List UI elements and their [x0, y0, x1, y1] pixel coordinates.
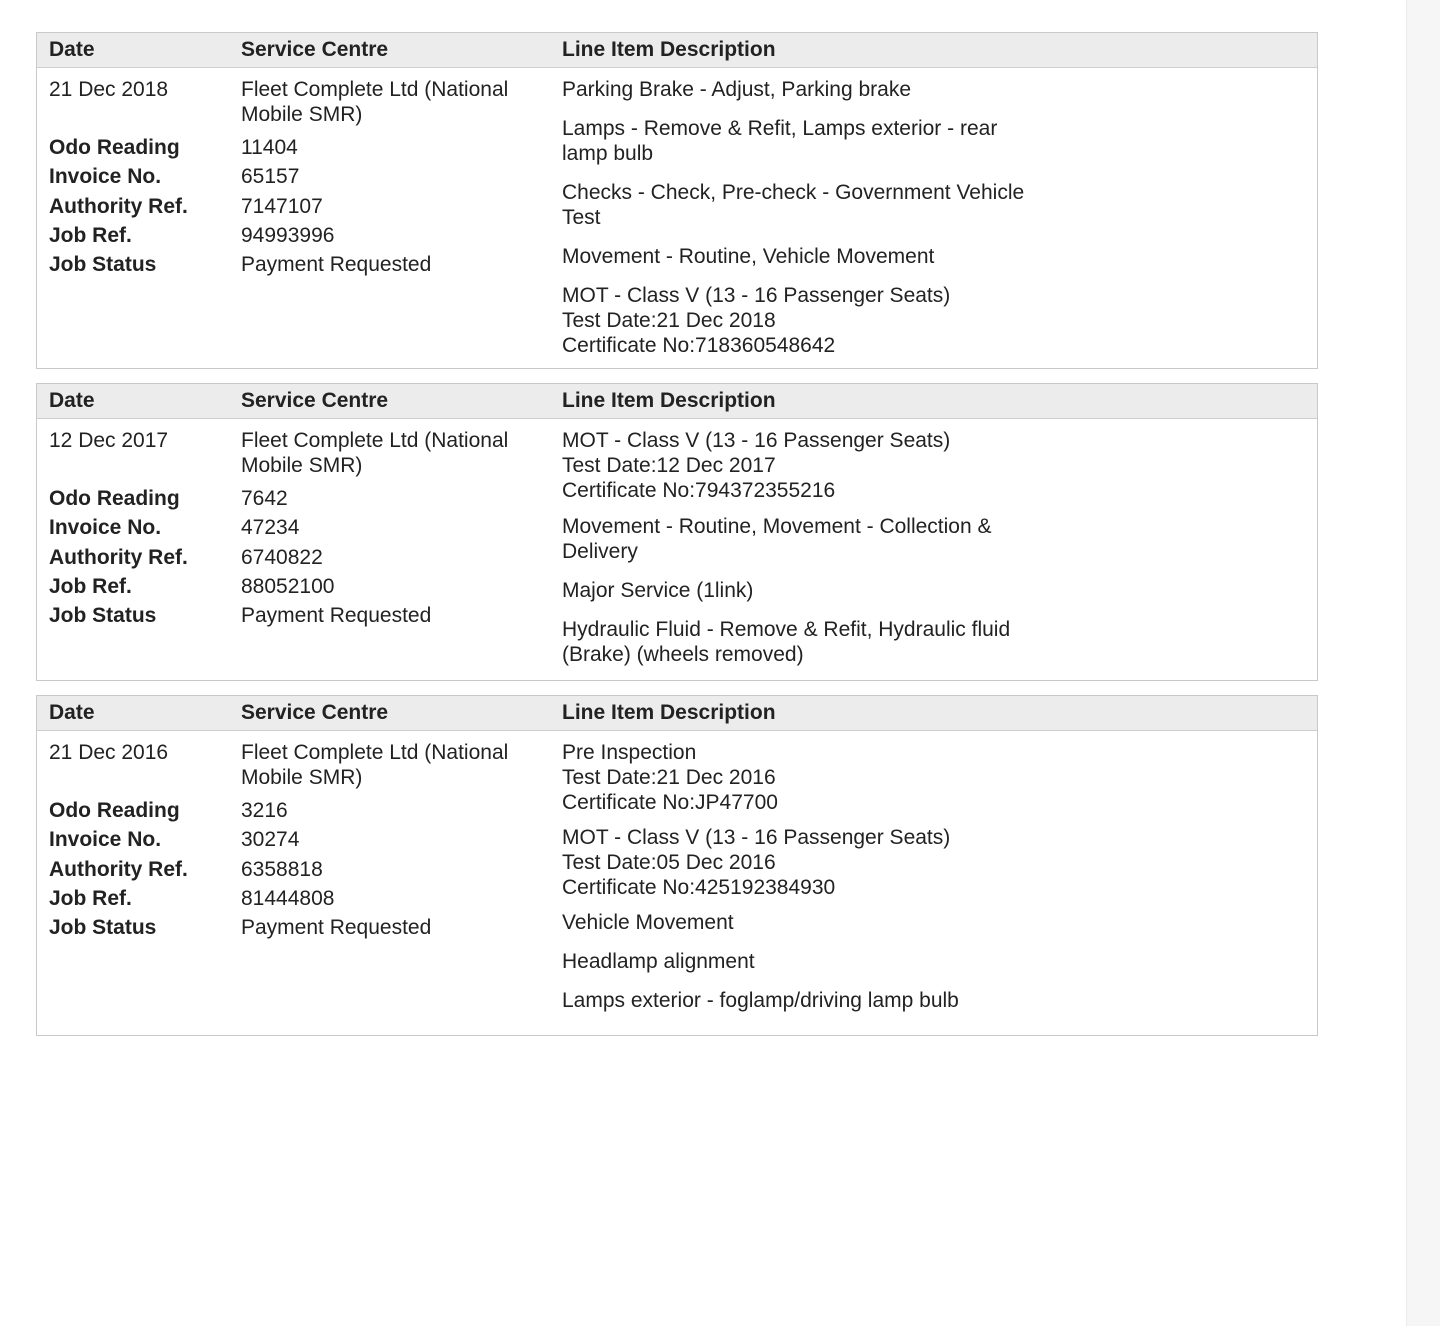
line-item: [562, 244, 1072, 269]
authority-value: 6740822: [241, 545, 323, 569]
authority-row: [49, 857, 549, 886]
line-item-test-date: Test Date:21 Dec 2018: [562, 309, 776, 332]
odo-value: 11404: [241, 136, 298, 159]
line-item: [562, 116, 1072, 166]
service-record: [36, 695, 1318, 1036]
job-status-label: Job Status: [49, 604, 157, 628]
header-date: Date: [49, 38, 95, 61]
odo-row: [49, 135, 549, 164]
record-service-centre: Fleet Complete Ltd (National Mobile SMR): [241, 78, 509, 126]
odo-label: Odo Reading: [49, 487, 180, 510]
line-item-certificate: Certificate No:718360548642: [562, 334, 836, 357]
record-details: [49, 740, 549, 944]
job-status-row: [49, 603, 549, 632]
line-item-text: Lamps - Remove & Refit, Lamps exterior - rear lamp bulb: [562, 117, 998, 165]
authority-label: Authority Ref.: [49, 194, 188, 218]
line-item-text: Parking Brake - Adjust, Parking brake: [562, 78, 912, 101]
line-item-text: Headlamp alignment: [562, 950, 755, 973]
job-ref-value: 94993996: [241, 223, 335, 247]
record-date: 21 Dec 2018: [49, 78, 169, 101]
header-service-centre: Service Centre: [241, 389, 389, 412]
job-status-row: [49, 252, 549, 281]
line-item: [562, 180, 1072, 230]
odo-label: Odo Reading: [49, 136, 180, 159]
job-status-value: Payment Requested: [241, 604, 432, 628]
authority-row: [49, 545, 549, 574]
invoice-row: [49, 515, 549, 544]
service-record: [36, 32, 1318, 369]
page-gutter: [1406, 0, 1440, 1326]
invoice-label: Invoice No.: [49, 165, 162, 189]
header-service-centre: Service Centre: [241, 701, 389, 724]
job-status-label: Job Status: [49, 916, 157, 940]
line-items: [562, 740, 1072, 1027]
record-details: [49, 77, 549, 281]
job-ref-value: 88052100: [241, 574, 335, 598]
line-item: [562, 428, 1072, 503]
invoice-value: 47234: [241, 516, 300, 540]
line-item: [562, 578, 1072, 603]
line-item-text: MOT - Class V (13 - 16 Passenger Seats): [562, 826, 951, 849]
invoice-row: [49, 164, 549, 193]
line-item-text: Major Service (1link): [562, 579, 754, 602]
line-item-test-date: Test Date:21 Dec 2016: [562, 766, 776, 789]
record-service-centre: Fleet Complete Ltd (National Mobile SMR): [241, 741, 509, 789]
line-item-certificate: Certificate No:794372355216: [562, 479, 836, 502]
record-header: [37, 33, 1317, 68]
line-item: [562, 283, 1072, 358]
line-item: [562, 77, 1072, 102]
line-item-text: Hydraulic Fluid - Remove & Refit, Hydraulic fluid (Brake) (wheels removed): [562, 618, 1011, 666]
job-status-value: Payment Requested: [241, 253, 432, 277]
invoice-row: [49, 827, 549, 856]
job-status-value: Payment Requested: [241, 916, 432, 940]
line-item-text: Pre Inspection: [562, 741, 697, 764]
line-items: [562, 428, 1072, 681]
record-details: [49, 428, 549, 632]
line-item-test-date: Test Date:12 Dec 2017: [562, 454, 776, 477]
line-item-text: Vehicle Movement: [562, 911, 734, 934]
line-item: [562, 949, 1072, 974]
line-item-text: Lamps exterior - foglamp/driving lamp bulb: [562, 989, 959, 1012]
job-ref-label: Job Ref.: [49, 886, 132, 910]
job-ref-value: 81444808: [241, 886, 335, 910]
invoice-value: 30274: [241, 828, 300, 852]
record-header: [37, 696, 1317, 731]
authority-label: Authority Ref.: [49, 857, 188, 881]
invoice-value: 65157: [241, 165, 300, 189]
authority-label: Authority Ref.: [49, 545, 188, 569]
line-item-text: MOT - Class V (13 - 16 Passenger Seats): [562, 429, 951, 452]
authority-value: 7147107: [241, 194, 323, 218]
job-ref-row: [49, 886, 549, 915]
job-ref-row: [49, 223, 549, 252]
line-item: [562, 910, 1072, 935]
invoice-label: Invoice No.: [49, 828, 162, 852]
job-ref-row: [49, 574, 549, 603]
line-item-text: Checks - Check, Pre-check - Government Vehicle Test: [562, 181, 1025, 229]
record-date: 21 Dec 2016: [49, 741, 169, 764]
line-item: [562, 825, 1072, 900]
authority-value: 6358818: [241, 857, 323, 881]
line-item-text: Movement - Routine, Vehicle Movement: [562, 245, 935, 268]
header-line-item-description: Line Item Description: [562, 701, 776, 724]
odo-row: [49, 486, 549, 515]
job-ref-label: Job Ref.: [49, 574, 132, 598]
line-item: [562, 740, 1072, 815]
line-item: [562, 988, 1072, 1013]
header-date: Date: [49, 389, 95, 412]
invoice-label: Invoice No.: [49, 516, 162, 540]
job-ref-label: Job Ref.: [49, 223, 132, 247]
line-item: [562, 514, 1072, 564]
odo-row: [49, 798, 549, 827]
line-item-test-date: Test Date:05 Dec 2016: [562, 851, 776, 874]
line-items: [562, 77, 1072, 372]
line-item: [562, 617, 1072, 667]
line-item-certificate: Certificate No:425192384930: [562, 876, 836, 899]
job-status-row: [49, 915, 549, 944]
header-line-item-description: Line Item Description: [562, 389, 776, 412]
odo-value: 7642: [241, 487, 288, 510]
service-record: [36, 383, 1318, 681]
header-date: Date: [49, 701, 95, 724]
line-item-text: Movement - Routine, Movement - Collection & Delivery: [562, 515, 992, 563]
record-header: [37, 384, 1317, 419]
header-service-centre: Service Centre: [241, 38, 389, 61]
record-service-centre: Fleet Complete Ltd (National Mobile SMR): [241, 429, 509, 477]
authority-row: [49, 194, 549, 223]
header-line-item-description: Line Item Description: [562, 38, 776, 61]
odo-label: Odo Reading: [49, 799, 180, 822]
record-date: 12 Dec 2017: [49, 429, 169, 452]
odo-value: 3216: [241, 799, 288, 822]
job-status-label: Job Status: [49, 253, 157, 277]
line-item-certificate: Certificate No:JP47700: [562, 791, 778, 814]
line-item-text: MOT - Class V (13 - 16 Passenger Seats): [562, 284, 951, 307]
